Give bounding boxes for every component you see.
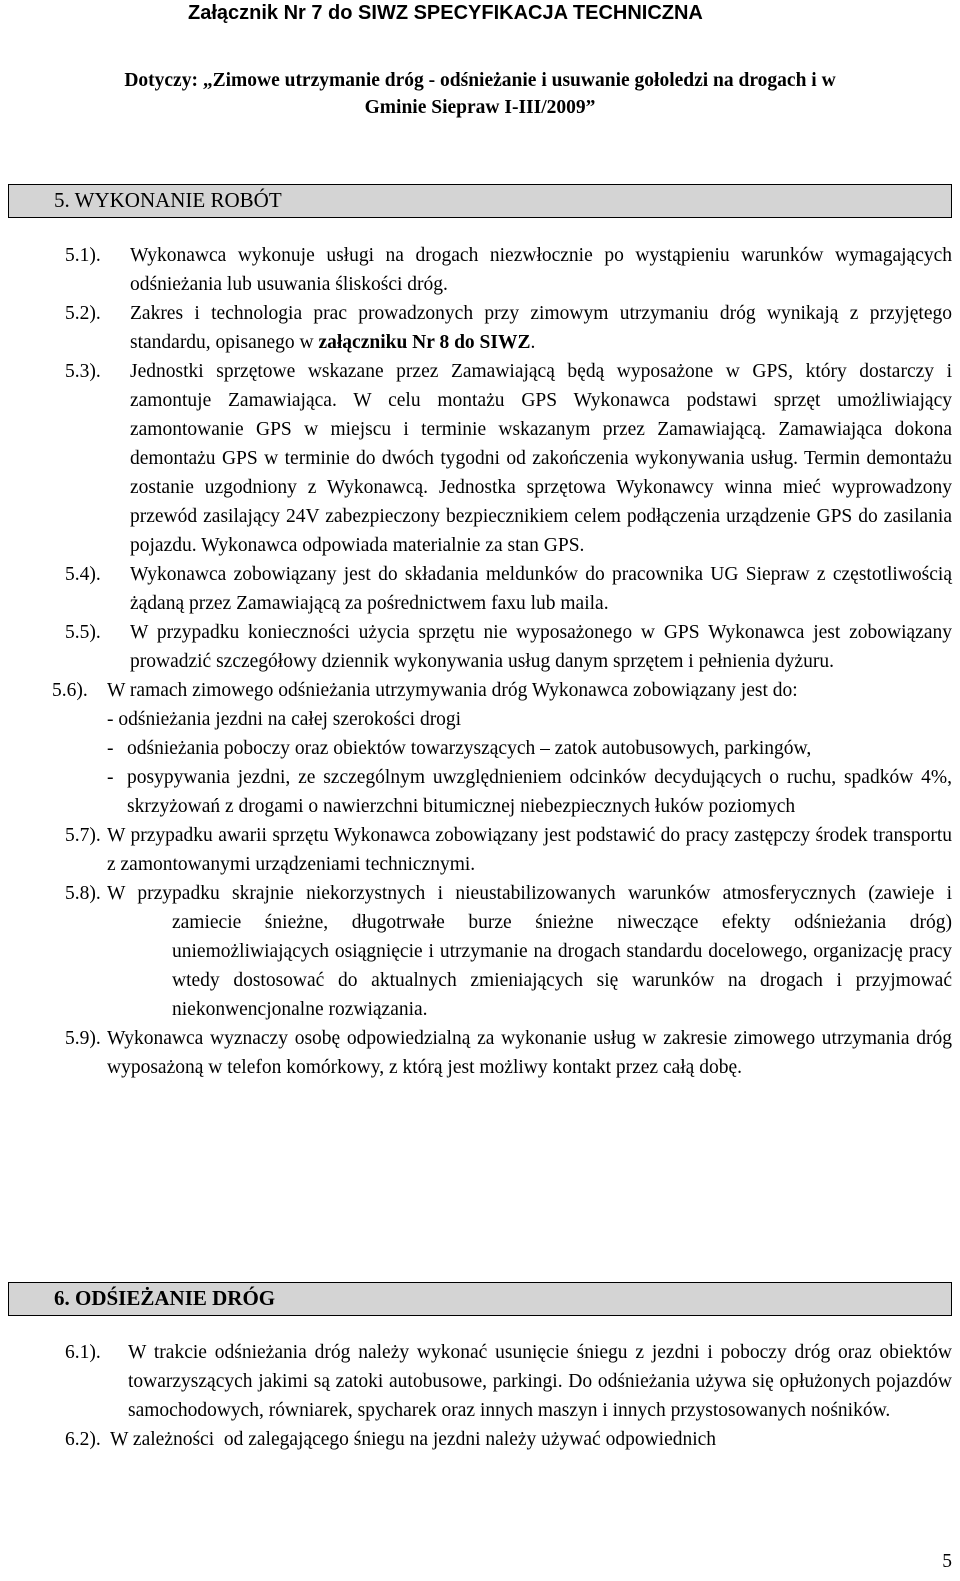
list-item — [0, 821, 960, 879]
item-number: 6.1). — [65, 1342, 101, 1363]
item-text: W ramach zimowego odśnieżania utrzymywania dróg Wykonawca zobowiązany jest do: — [107, 680, 798, 701]
item-number: 5.2). — [65, 303, 101, 324]
item-text: Wykonawca wyznaczy osobę odpowiedzialną za wykonanie usług w zakresie zimowego utrzymania dróg wyposażoną w telefon komórkowy, z którą jest możliwy kontakt przez całą dobę. — [107, 1028, 952, 1078]
list-item — [0, 1425, 960, 1454]
list-item — [0, 1338, 960, 1425]
bullet-mark: - — [107, 738, 114, 759]
item-text: W zależności od zalegającego śniegu na jezdni należy używać odpowiednich — [110, 1429, 717, 1450]
section-5-content — [0, 241, 960, 1082]
bullet-item — [0, 763, 960, 821]
item-number: 5.1). — [65, 245, 101, 266]
item-text: W przypadku konieczności użycia sprzętu nie wyposażonego w GPS Wykonawca jest zobowiązany prowadzić szczegółowy dziennik wykonywania usług danym sprzętem i pełnienia dyżuru. — [130, 622, 952, 672]
list-item — [0, 357, 960, 560]
list-item — [0, 676, 960, 705]
section-6-header — [8, 1282, 952, 1316]
item-text: W trakcie odśnieżania dróg należy wykonać usunięcie śniegu z jezdni i poboczy dróg oraz obiektów towarzyszących jakimi są zatoki autobusowe, parkingi. Do odśnieżania używa się opłużonych pojazdów samochodowych, równiarek, spycharek oraz innych maszyn i innych przystosowanych nośników. — [128, 1342, 952, 1421]
section-6-content — [0, 1338, 960, 1454]
list-item — [0, 1024, 960, 1082]
item-text: W przypadku awarii sprzętu Wykonawca zobowiązany jest podstawić do pracy zastępczy środek transportu z zamontowanymi urządzeniami technicznymi. — [107, 825, 952, 875]
item-text: Wykonawca zobowiązany jest do składania meldunków do pracownika UG Siepraw z częstotliwością żądaną przez Zamawiającą za pośrednictwem faxu lub maila. — [130, 564, 952, 614]
item-text — [130, 299, 960, 357]
subject-line-2: Gminie Siepraw I-III/2009” — [364, 97, 596, 118]
list-item — [0, 241, 960, 299]
item-text-part: . — [530, 332, 536, 353]
item-number: 5.6). — [52, 680, 88, 701]
item-number: 5.3). — [65, 361, 101, 382]
bullet-item — [0, 734, 960, 763]
section-5-title: 5. WYKONANIE ROBÓT — [54, 188, 282, 212]
section-6-title: 6. ODŚIEŻANIE DRÓG — [54, 1286, 276, 1310]
page-number: 5 — [942, 1551, 952, 1572]
item-number: 5.4). — [65, 564, 101, 585]
subject-line-1: Dotyczy: „Zimowe utrzymanie dróg - odśnieżanie i usuwanie gołoledzi na drogach i w — [124, 70, 836, 91]
bullet-text: posypywania jezdni, ze szczególnym uwzględnieniem odcinków decydujących o ruchu, spadków 4%, skrzyżowań z drogami o nawierzchni bitumicznej niebezpiecznych łuków poziomych — [127, 767, 952, 817]
document-subject — [8, 67, 952, 121]
item-text-bold: załączniku Nr 8 do SIWZ — [318, 332, 531, 353]
item-text-part: Zakres i technologia prac prowadzonych przy zimowym utrzymaniu dróg wynikają z przyjętego standardu, opisanego w — [130, 303, 952, 353]
bullet-mark: - — [107, 767, 114, 788]
list-item — [0, 618, 960, 676]
list-item — [0, 299, 960, 357]
document-header: Załącznik Nr 7 do SIWZ SPECYFIKACJA TECHNICZNA — [188, 2, 703, 24]
bullet-text: odśnieżania poboczy oraz obiektów towarzyszących – zatok autobusowych, parkingów, — [127, 738, 812, 759]
item-number: 5.9). — [65, 1028, 101, 1049]
item-text: Jednostki sprzętowe wskazane przez Zamawiającą będą wyposażone w GPS, który dostarczy i zamontuje Zamawiająca. W celu montażu GPS Wykonawca podstawi sprzęt umożliwiający zamontowanie GPS w miejscu i terminie wskazanym przez Zamawiającą. Zamawiająca dokona demontażu GPS w terminie do dwóch tygodni od zakończenia wykonywania usług. Termin demontażu zostanie uzgodniony z Wykonawcą. Jednostka sprzętowa Wykonawcy winna mieć wyprowadzony przewód zasilający 24V zabezpieczony bezpiecznikiem celem podłączenia urządzenie GPS do zasilania pojazdu. Wykonawca odpowiada materialnie za stan GPS. — [130, 361, 952, 556]
bullet-item: - odśnieżania jezdni na całej szerokości drogi — [107, 709, 462, 730]
item-number: 6.2). — [65, 1429, 101, 1450]
list-item — [0, 879, 960, 1024]
item-text: Wykonawca wykonuje usługi na drogach niezwłocznie po wystąpieniu warunków wymagających odśnieżania lub usuwania śliskości dróg. — [130, 245, 952, 295]
item-text: W przypadku skrajnie niekorzystnych i nieustabilizowanych warunków atmosferycznych (zawieje i zamiecie śnieżne, długotrwałe burze śnieżne niweczące efekty odśnieżania dróg) uniemożliwiających osiągnięcie i utrzymanie na drogach standardu docelowego, organizację pracy wtedy dostosować do aktualnych zmieniających się warunków na drogach i przyjmować niekonwencjonalne rozwiązania. — [107, 883, 952, 1020]
item-number: 5.7). — [65, 825, 101, 846]
item-number: 5.5). — [65, 622, 101, 643]
item-number: 5.8). — [65, 883, 101, 904]
section-5-header — [8, 184, 952, 218]
list-item — [0, 560, 960, 618]
